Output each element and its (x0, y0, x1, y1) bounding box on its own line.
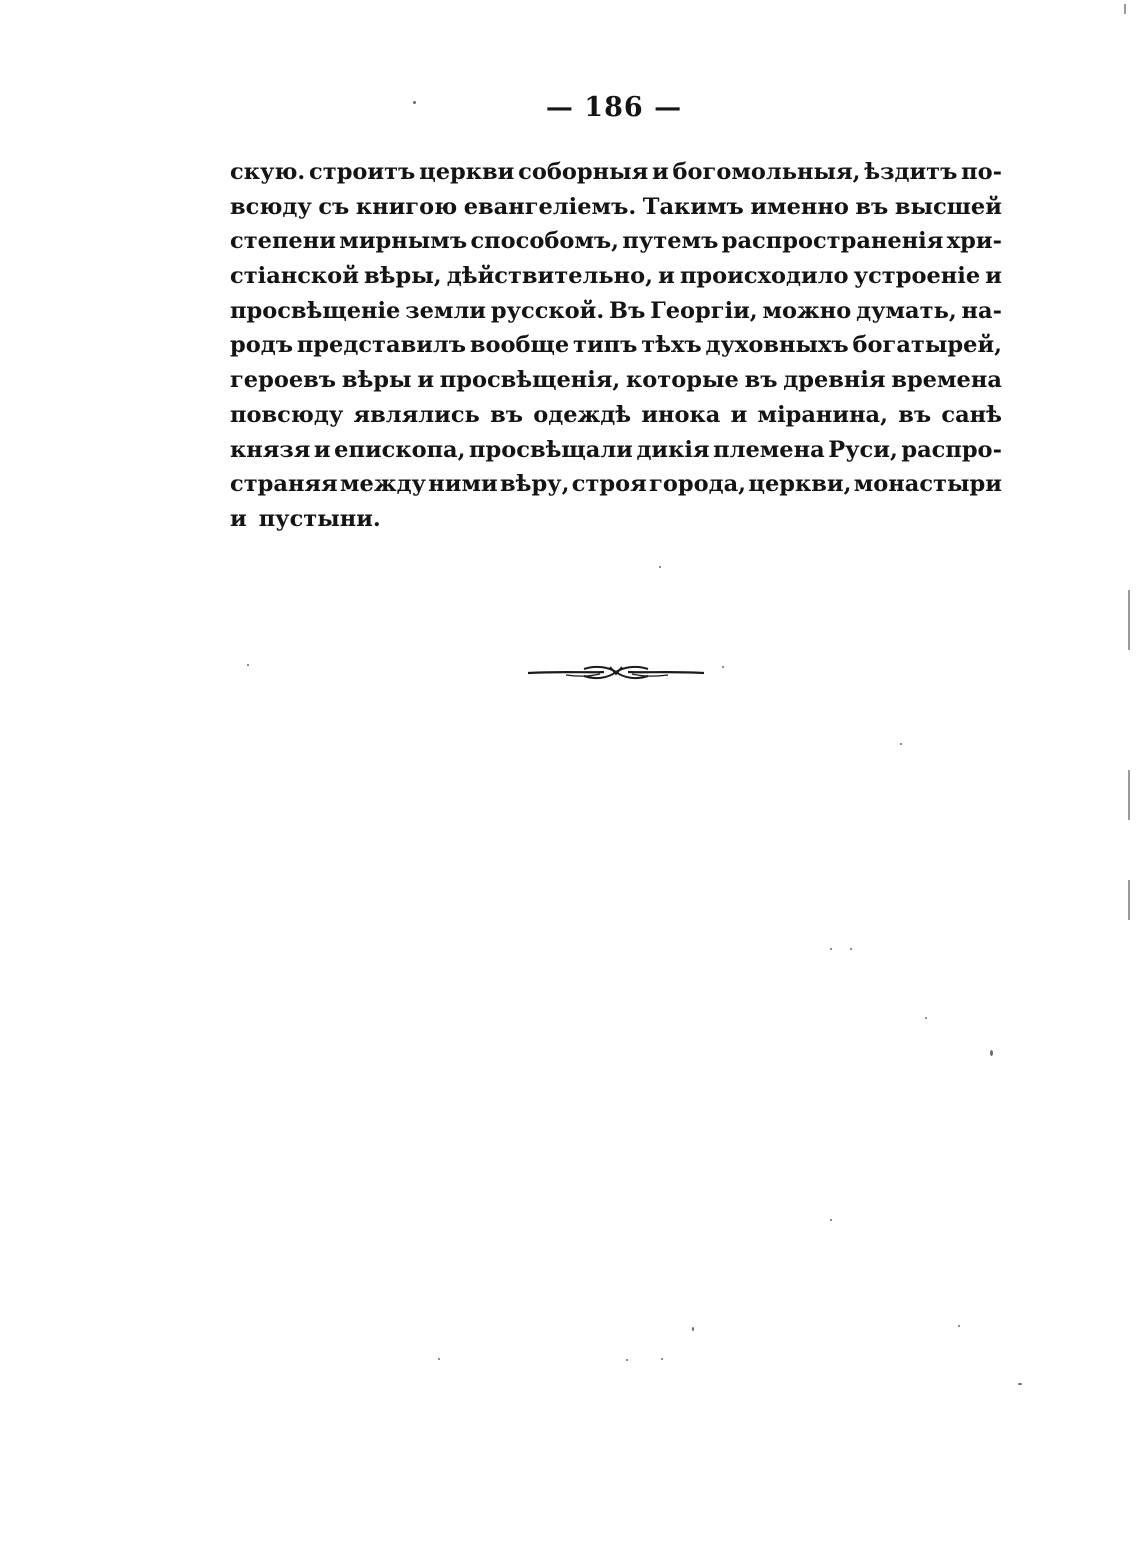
word: пустыни. (258, 505, 381, 532)
word: способомъ, (470, 228, 620, 255)
scan-speck (659, 566, 661, 568)
word: тѣхъ (641, 332, 702, 359)
scan-speck (830, 948, 832, 950)
word: церкви (419, 159, 515, 185)
word: міранина, (757, 401, 888, 428)
word: духовныхъ (705, 332, 849, 359)
word: страняя (230, 471, 338, 498)
word: ними (428, 471, 498, 498)
body-text (230, 155, 1002, 537)
word: земли (405, 297, 486, 324)
word: высшей (894, 193, 1002, 220)
word: представилъ (296, 332, 467, 359)
word: степени (230, 228, 336, 255)
word: просвѣщеніе (230, 297, 401, 324)
scan-speck (925, 1017, 927, 1019)
word: и (985, 263, 1002, 290)
word: въ (744, 367, 778, 394)
scan-speck (661, 1358, 663, 1360)
word: князя (230, 436, 311, 463)
word: и (652, 159, 669, 185)
word: устроеніе (853, 263, 981, 290)
word: города, (649, 471, 747, 498)
word: и (230, 505, 247, 532)
scan-speck (413, 101, 416, 104)
word: и (313, 436, 331, 463)
scan-edge-mark (1124, 4, 1126, 14)
word: можно (762, 297, 852, 324)
text-line (230, 155, 1002, 190)
scan-speck (722, 666, 724, 668)
scan-speck (626, 1359, 628, 1361)
scan-speck (900, 743, 902, 745)
word: путемъ (622, 228, 719, 255)
scan-speck (990, 1050, 993, 1056)
word: Такимъ (642, 193, 744, 220)
word: вообще (469, 332, 570, 359)
word: инока (641, 401, 721, 428)
tailpiece-ornament-icon (526, 661, 706, 683)
word: просвѣщенія, (439, 367, 621, 394)
word: по- (961, 159, 1002, 185)
word: распространенія (721, 228, 944, 255)
word: въ (855, 193, 889, 220)
word: вѣры, (364, 263, 442, 290)
word: въ (490, 401, 523, 428)
scan-edge-mark (1128, 880, 1130, 920)
word: скую. (230, 159, 306, 185)
word: распро- (901, 436, 1002, 463)
word: строя (571, 471, 647, 498)
word: стіанской (230, 263, 359, 290)
scan-speck (1018, 1383, 1022, 1385)
word: богомольныя, (672, 159, 861, 185)
word: происходило (679, 263, 849, 290)
scan-edge-mark (1128, 590, 1130, 650)
word: строитъ (309, 159, 416, 185)
word: одеждѣ (533, 401, 632, 428)
text-line (230, 363, 1002, 398)
word: Въ (609, 297, 646, 324)
text-line (230, 259, 1002, 294)
text-line (230, 190, 1002, 225)
word: древнія (783, 367, 886, 394)
word: которые (626, 367, 739, 394)
word: между (339, 471, 426, 498)
word: просвѣщали (469, 436, 633, 463)
word: времена (891, 367, 1002, 394)
word: монастыри (853, 471, 1002, 498)
text-line (230, 328, 1002, 363)
word: санѣ (941, 401, 1002, 428)
word: вѣру, (499, 471, 570, 498)
word: племена (713, 436, 825, 463)
word: мирнымъ (339, 228, 468, 255)
scan-speck (850, 948, 852, 950)
word: Георгіи, (650, 297, 758, 324)
word: ѣздитъ (864, 159, 958, 185)
word: книгою (355, 193, 458, 220)
word: и (417, 367, 435, 394)
text-line (230, 294, 1002, 329)
word: церкви, (748, 471, 852, 498)
scan-speck (438, 1358, 440, 1360)
text-line (230, 224, 1002, 259)
text-line (230, 502, 1002, 537)
page-number: — 186 — (545, 92, 683, 123)
word: являлись (353, 401, 480, 428)
word: типъ (573, 332, 638, 359)
word: родъ (230, 332, 293, 359)
word: евангеліемъ. (463, 193, 637, 220)
text-line (230, 467, 1002, 502)
scan-edge-mark (1128, 770, 1130, 820)
word: и (730, 401, 748, 428)
word: героевъ (230, 367, 337, 394)
word: епископа, (334, 436, 466, 463)
word: вѣры (341, 367, 412, 394)
word: и (658, 263, 675, 290)
word: на- (961, 297, 1002, 324)
word: соборныя (518, 159, 649, 185)
scan-speck (247, 664, 249, 666)
word: повсюду (230, 401, 344, 428)
word: дикія (636, 436, 710, 463)
word: русской. (490, 297, 605, 324)
word: Руси, (828, 436, 898, 463)
text-line (230, 398, 1002, 433)
word: всюду (230, 193, 312, 220)
scan-speck (692, 1327, 694, 1331)
word: съ (318, 193, 350, 220)
word: думать, (856, 297, 957, 324)
text-line (230, 433, 1002, 468)
word: богатырей, (852, 332, 1002, 359)
word: хри- (946, 228, 1002, 255)
word: именно (750, 193, 849, 220)
word: въ (898, 401, 932, 428)
word: дѣйствительно, (446, 263, 653, 290)
scan-speck (830, 1219, 832, 1221)
scan-speck (958, 1325, 960, 1327)
